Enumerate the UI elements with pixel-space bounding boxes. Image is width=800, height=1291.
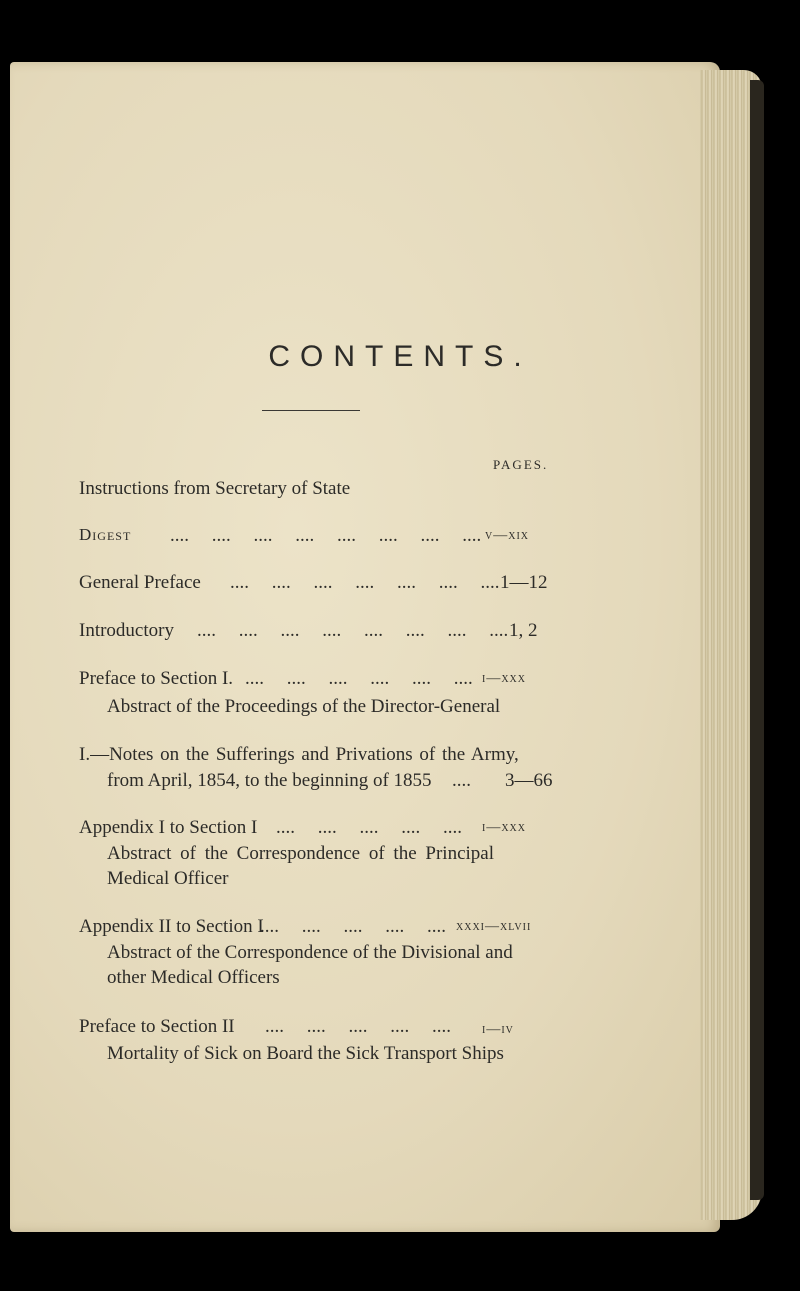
entry-preface-section-1-sub: Abstract of the Proceedings of the Director-General: [107, 696, 501, 717]
entry-notes-leaders: ....: [452, 770, 471, 791]
entry-notes-label: I.—Notes on the Sufferings and Privations of the Army,: [79, 744, 519, 765]
title-rule: [262, 410, 360, 411]
entry-appendix-1-pages: i—xxx: [482, 820, 526, 835]
entry-appendix-1-leaders: .... .... .... .... ....: [276, 817, 462, 838]
book-spine-shadow: [750, 80, 764, 1200]
entry-preface-section-1-pages: i—xxx: [482, 671, 526, 686]
pages-column-header: PAGES.: [493, 457, 549, 472]
entry-notes-pages: 3—66: [505, 770, 553, 791]
entry-appendix-1-sub-cont: Medical Officer: [107, 868, 229, 889]
entry-appendix-1-sub: Abstract of the Correspondence of the Principal: [107, 843, 494, 864]
entry-introductory-pages: 1, 2: [509, 620, 538, 641]
entry-appendix-2-sub: Abstract of the Correspondence of the Divisional and: [107, 942, 513, 963]
entry-digest-leaders: .... .... .... .... .... .... .... ....: [170, 525, 482, 546]
entry-general-preface-leaders: .... .... .... .... .... .... ....: [230, 572, 500, 593]
entry-preface-section-2-leaders: .... .... .... .... ....: [265, 1016, 451, 1037]
instructions-line: Instructions from Secretary of State: [79, 478, 351, 499]
entry-appendix-2-label: Appendix II to Section I: [79, 916, 264, 937]
entry-general-preface-label: General Preface: [79, 572, 201, 593]
entry-digest-label: Digest: [79, 525, 132, 544]
entry-preface-section-1-leaders: .... .... .... .... .... ....: [245, 668, 473, 689]
entry-introductory-leaders: .... .... .... .... .... .... .... ....: [197, 620, 509, 641]
entry-appendix-1-label: Appendix I to Section I: [79, 817, 258, 838]
entry-general-preface-pages: 1—12: [500, 572, 548, 593]
entry-appendix-2-pages: xxxi—xlvii: [456, 919, 532, 934]
entry-preface-section-2-label: Preface to Section II: [79, 1016, 235, 1037]
entry-appendix-2-leaders: .... .... .... .... ....: [260, 916, 446, 937]
entry-digest-pages: v—xix: [485, 528, 529, 543]
entry-appendix-2-sub-cont: other Medical Officers: [107, 967, 280, 988]
entry-preface-section-1-label: Preface to Section I.: [79, 668, 234, 689]
page-title: CONTENTS.: [268, 340, 532, 373]
entry-notes-label-cont: from April, 1854, to the beginning of 1855: [107, 770, 432, 791]
entry-preface-section-2-sub: Mortality of Sick on Board the Sick Transport Ships: [107, 1043, 504, 1064]
entry-introductory-label: Introductory: [79, 620, 174, 641]
entry-preface-section-2-pages: i—iv: [482, 1022, 514, 1037]
